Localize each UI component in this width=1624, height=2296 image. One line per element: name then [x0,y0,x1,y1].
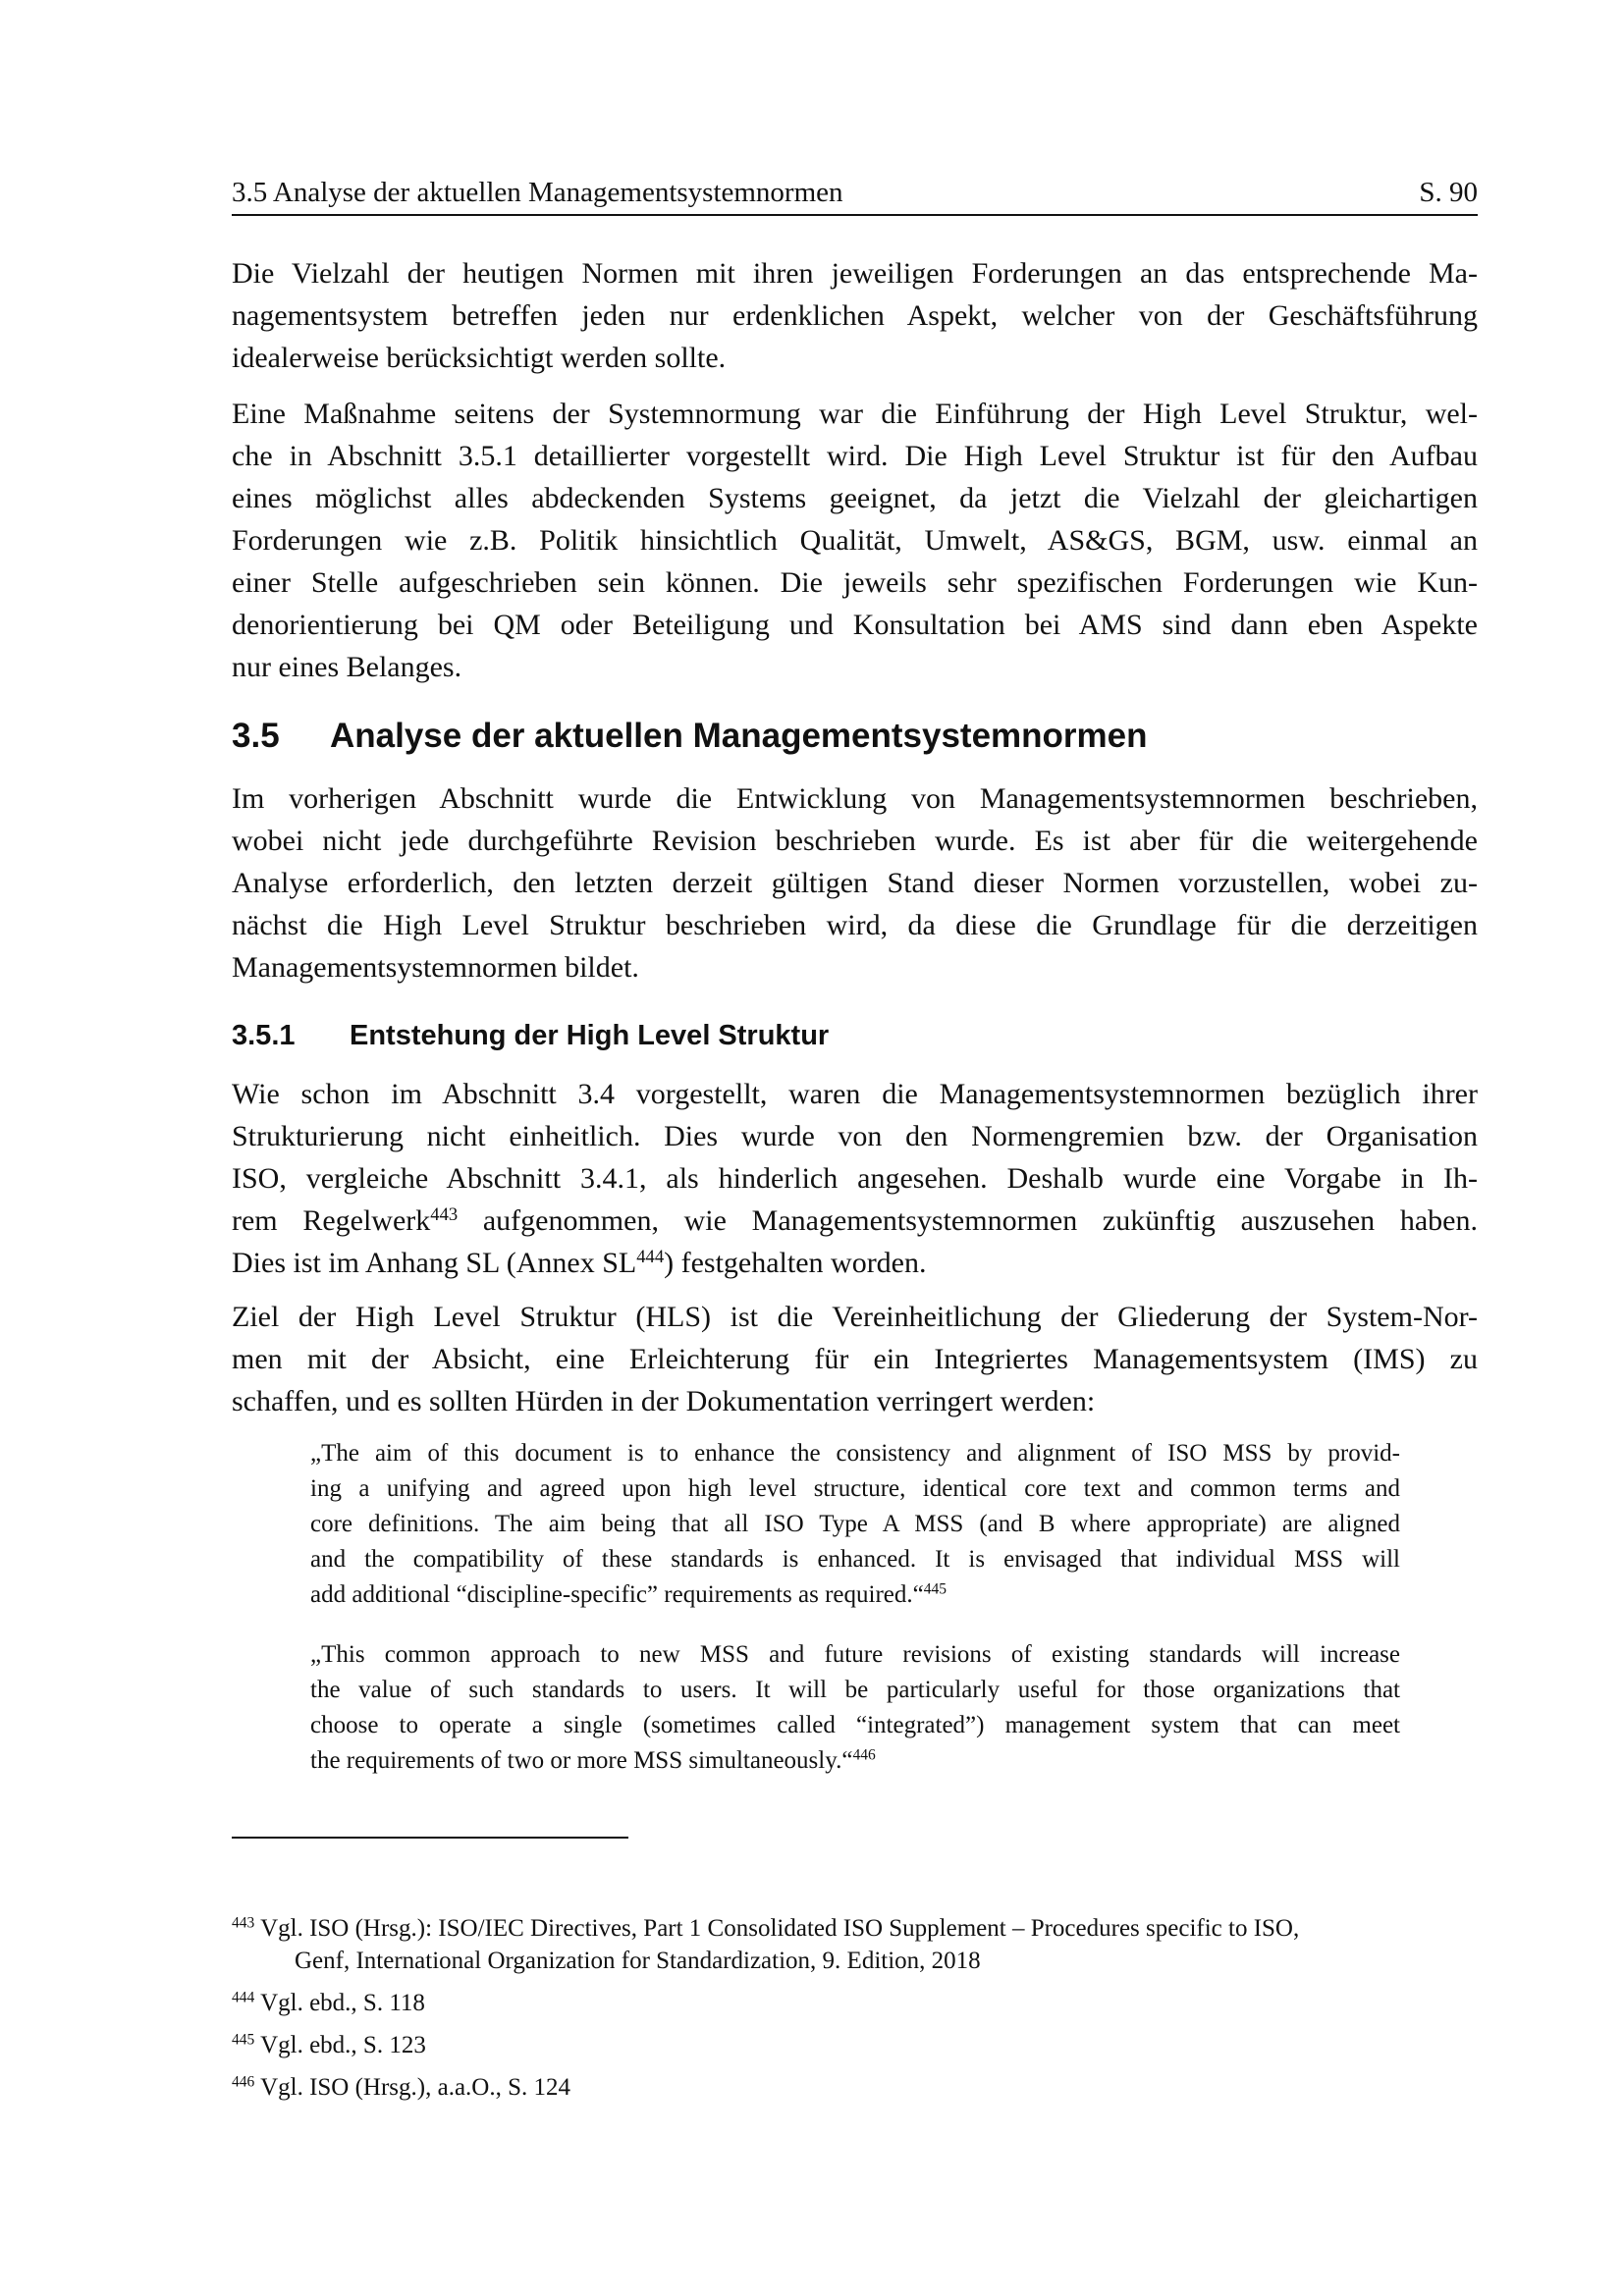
text-line: ing a unifying and agreed upon high level structure, identical core text and common terms and [310,1475,1400,1502]
running-header-title: 3.5 Analyse der aktuellen Managementsystemnormen [232,177,843,208]
footnote-reference[interactable]: 444 [636,1246,665,1267]
section-heading-3-5-1 [232,1016,1478,1055]
paragraph [232,1296,1478,1422]
footnote-rule [232,1837,628,1839]
text-line: nur eines Belanges. [232,651,462,683]
section-heading-3-5 [232,715,1478,758]
footnote-number: 445 [232,2031,255,2049]
text-line [310,1743,1400,1779]
heading-title: Entstehung der High Level Struktur [350,1020,830,1051]
footnote-number: 446 [232,2073,255,2091]
text-line: che in Abschnitt 3.5.1 detaillierter vorgestellt wird. Die High Level Struktur ist für den Aufbau [232,440,1478,472]
text-line: idealerweise berücksichtigt werden sollte. [232,342,727,374]
text-line: Eine Maßnahme seitens der Systemnormung war die Einführung der High Level Struktur, wel- [232,398,1478,430]
text-line [232,1200,1478,1242]
paragraph [232,393,1478,688]
text-line: nächst die High Level Struktur beschrieben wird, da diese die Grundlage für die derzeitigen [232,909,1478,941]
text-line: core definitions. The aim being that all ISO Type A MSS (and B where appropriate) are aligned [310,1511,1400,1537]
paragraph [232,777,1478,988]
text-line: eines möglichst alles abdeckenden Systems geeignet, da jetzt die Vielzahl der gleichartigen [232,482,1478,514]
running-header [232,175,1478,210]
header-rule [232,214,1478,216]
text-line: the value of such standards to users. It will be particularly useful for those organizations that [310,1677,1400,1703]
block-quote [310,1436,1400,1613]
text-line: einer Stelle aufgeschrieben sein können. Die jeweils sehr spezifischen Forderungen wie Kun- [232,566,1478,599]
text-segment: rem Regelwerk [232,1204,431,1237]
heading-number: 3.5.1 [232,1020,296,1051]
text-line: choose to operate a single (sometimes called “integrated”) management system that can meet [310,1712,1400,1738]
text-line: Ziel der High Level Struktur (HLS) ist die Vereinheitlichung der Gliederung der System-Nor- [232,1301,1478,1333]
footnote [232,2071,1489,2104]
text-line: men mit der Absicht, eine Erleichterung für ein Integriertes Managementsystem (IMS) zu [232,1343,1478,1375]
footnote-text: Vgl. ISO (Hrsg.): ISO/IEC Directives, Part 1 Consolidated ISO Supplement – Procedures specific to ISO, [260,1915,1300,1942]
footnote-number: 443 [232,1914,255,1932]
text-line: Forderungen wie z.B. Politik hinsichtlich Qualität, Umwelt, AS&GS, BGM, usw. einmal an [232,524,1478,557]
text-line: schaffen, und es sollten Hürden in der Dokumentation verringert werden: [232,1385,1096,1417]
footnote-text: Vgl. ISO (Hrsg.), a.a.O., S. 124 [260,2074,571,2101]
text-segment: the requirements of two or more MSS simultaneously.“ [310,1747,853,1774]
text-line: „This common approach to new MSS and future revisions of existing standards will increase [310,1641,1400,1668]
text-line: wobei nicht jede durchgeführte Revision beschrieben wurde. Es ist aber für die weitergehende [232,825,1478,857]
footnote-text-continued: Genf, International Organization for Standardization, 9. Edition, 2018 [295,1948,981,1974]
page-number: S. 90 [1419,177,1478,208]
text-segment: ) festgehalten worden. [664,1247,927,1279]
text-line: Analyse erforderlich, den letzten derzeit gültigen Stand dieser Normen vorzustellen, wobei zu- [232,867,1478,899]
text-segment: Dies ist im Anhang SL (Annex SL [232,1247,637,1279]
text-line: Im vorherigen Abschnitt wurde die Entwicklung von Managementsystemnormen beschrieben, [232,782,1478,815]
text-line [232,1242,1478,1284]
footnote [232,1987,1489,2019]
text-line: denorientierung bei QM oder Beteiligung und Konsultation bei AMS sind dann eben Aspekte [232,609,1478,641]
heading-title: Analyse der aktuellen Managementsystemnormen [330,717,1148,755]
footnote-text: Vgl. ebd., S. 123 [260,2032,426,2058]
footnote-reference[interactable]: 446 [852,1746,876,1764]
text-line: ISO, vergleiche Abschnitt 3.4.1, als hinderlich angesehen. Deshalb wurde eine Vorgabe in Ih- [232,1162,1478,1195]
footnote [232,2029,1489,2061]
footnote-number: 444 [232,1989,255,2006]
text-line [310,1577,1400,1613]
text-segment: add additional “discipline-specific” requirements as required.“ [310,1581,924,1608]
paragraph [232,1073,1478,1284]
heading-number: 3.5 [232,717,280,755]
footnote [232,1912,1489,1977]
footnote-reference[interactable]: 443 [430,1203,459,1225]
text-line: Die Vielzahl der heutigen Normen mit ihren jeweiligen Forderungen an das entsprechende Ma- [232,257,1478,290]
text-line: and the compatibility of these standards is enhanced. It is envisaged that individual MSS will [310,1546,1400,1573]
text-line: Managementsystemnormen bildet. [232,951,639,984]
text-segment: aufgenommen, wie Managementsystemnormen zukünftig auszusehen haben. [458,1204,1478,1237]
text-line: Strukturierung nicht einheitlich. Dies wurde von den Normengremien bzw. der Organisation [232,1120,1478,1152]
text-line: Wie schon im Abschnitt 3.4 vorgestellt, waren die Managementsystemnormen bezüglich ihrer [232,1078,1478,1110]
text-line: nagementsystem betreffen jeden nur erdenklichen Aspekt, welcher von der Geschäftsführung [232,299,1478,332]
text-line: „The aim of this document is to enhance the consistency and alignment of ISO MSS by provid- [310,1440,1400,1467]
footnote-reference[interactable]: 445 [923,1580,947,1598]
footnote-text: Vgl. ebd., S. 118 [260,1990,425,2016]
block-quote [310,1637,1400,1779]
paragraph [232,252,1478,379]
